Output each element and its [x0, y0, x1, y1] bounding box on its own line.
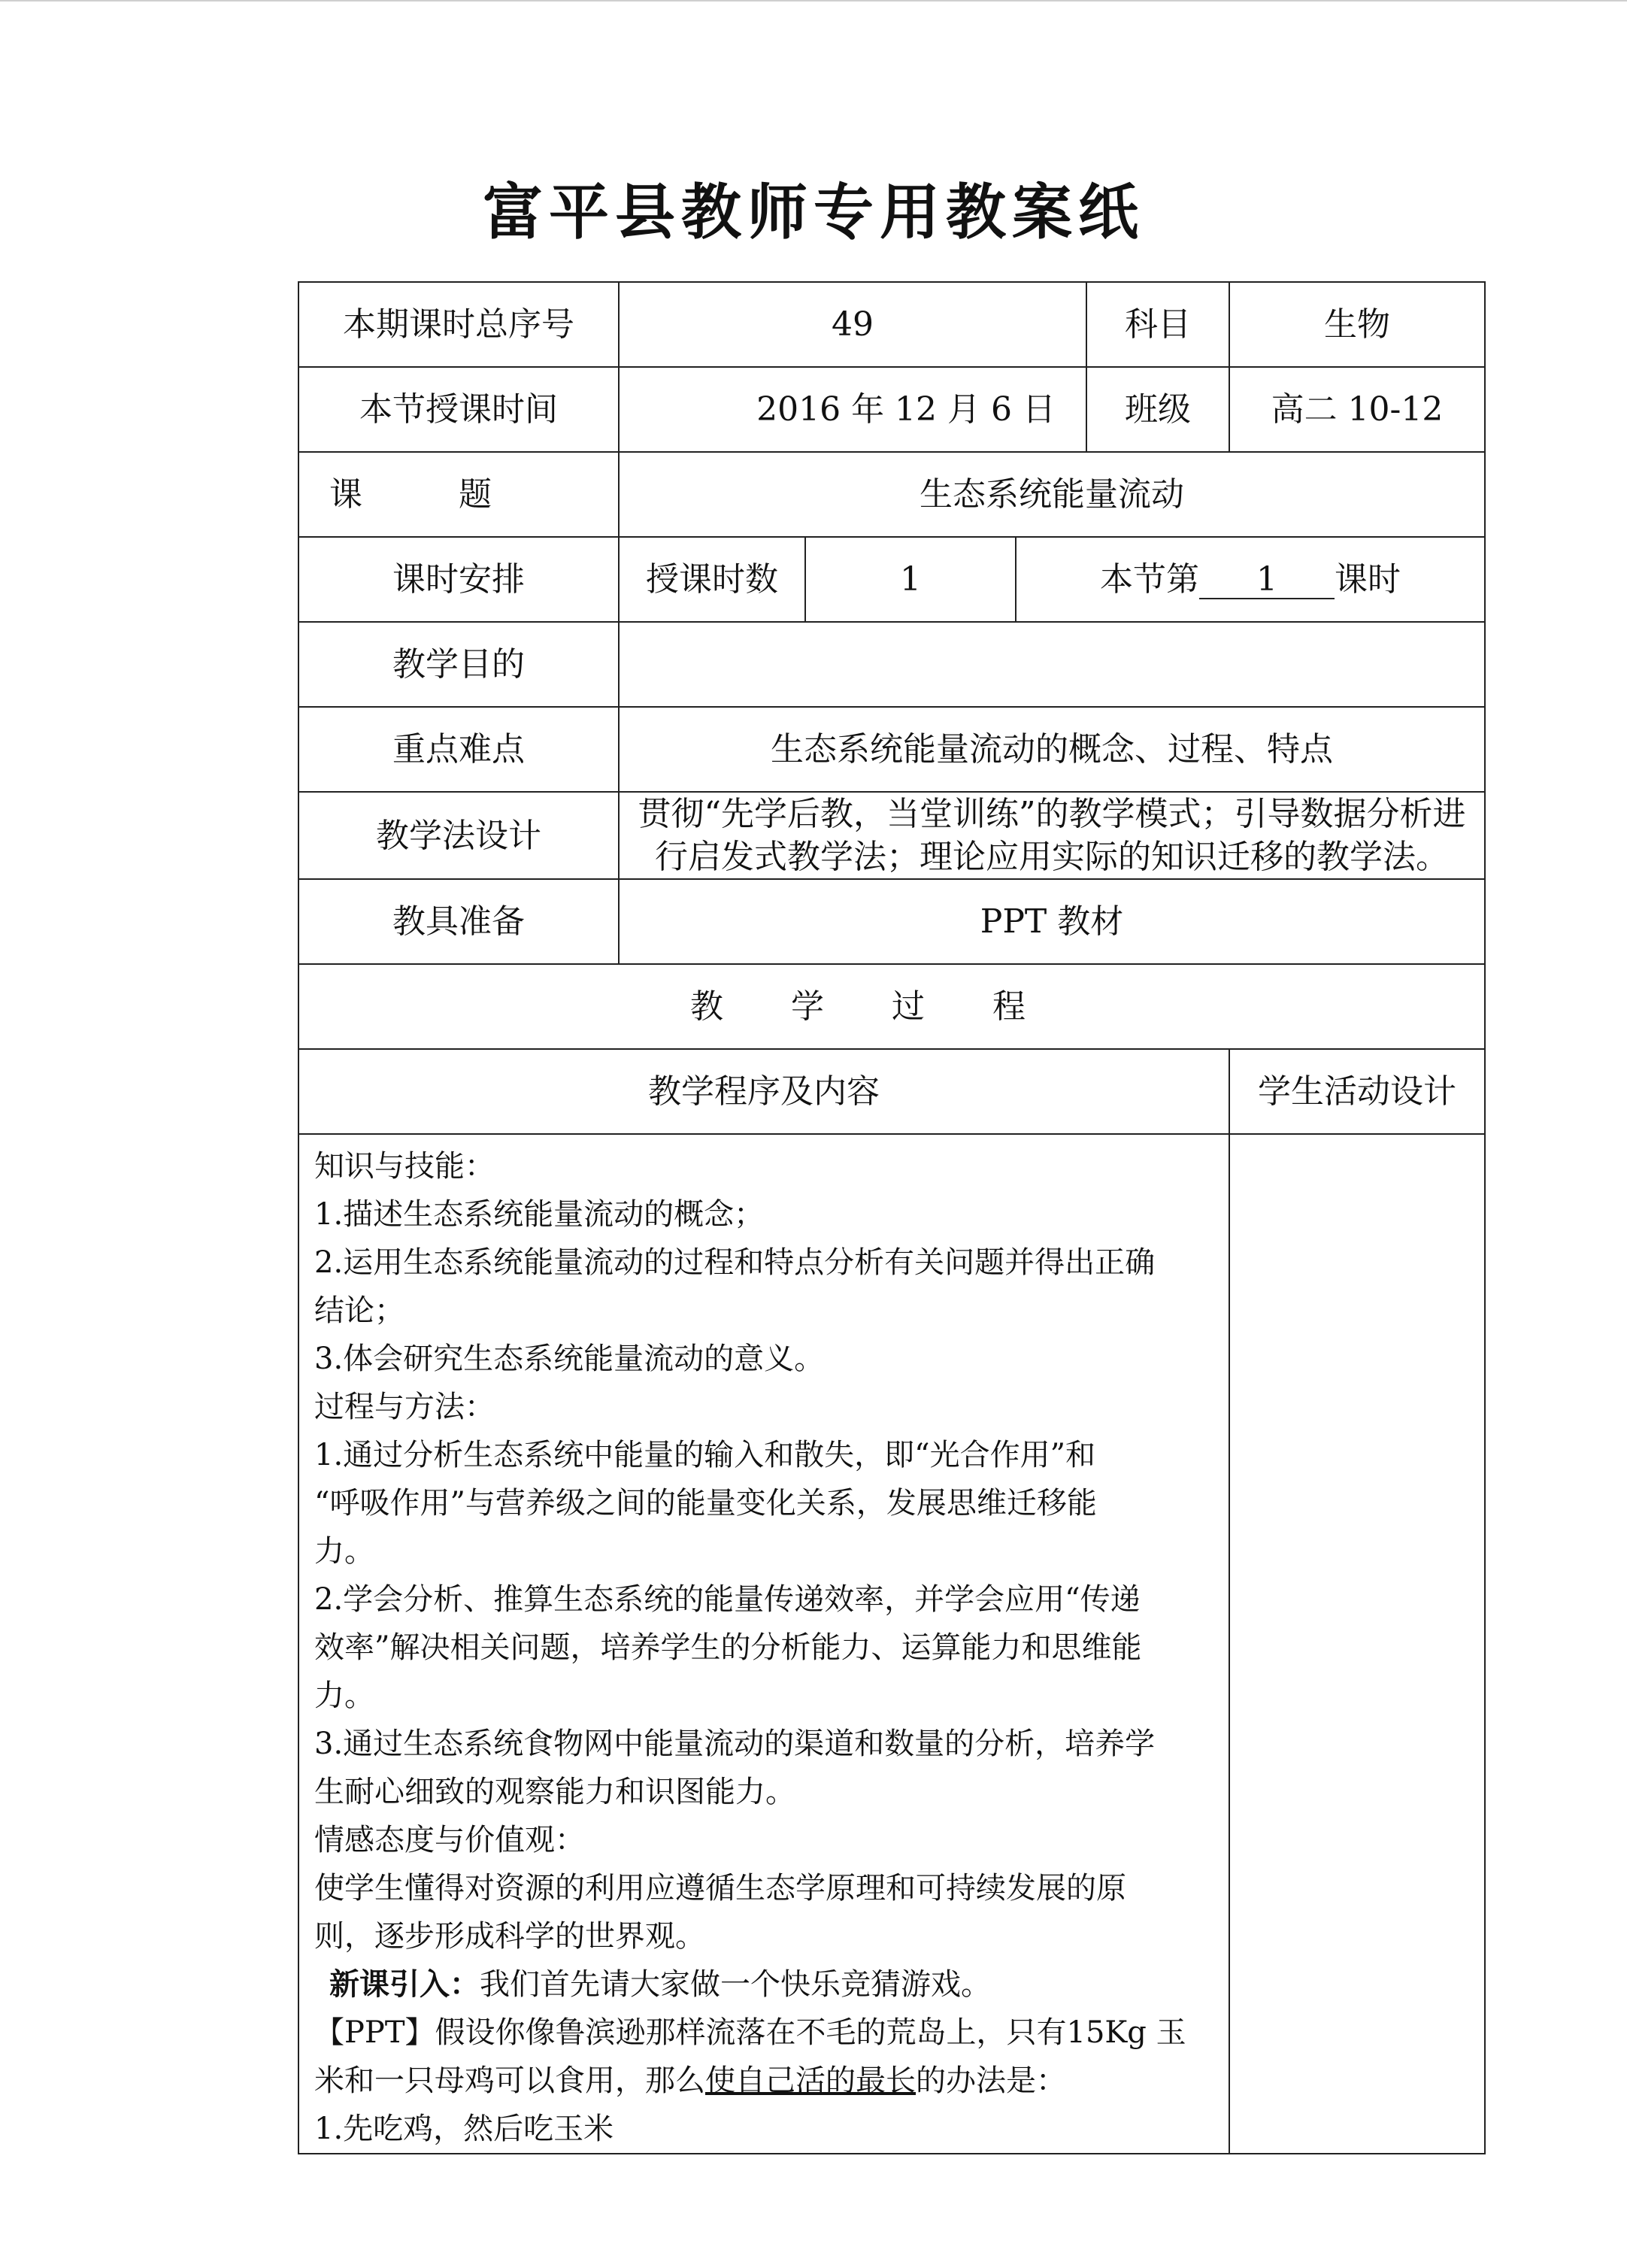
content-line: 情感态度与价值观： — [314, 1823, 585, 1858]
content-line: 【PPT】假设你像鲁滨逊那样流落在不毛的荒岛上，只有15Kg 玉 — [314, 2015, 1186, 2051]
section-suffix: 课时 — [1335, 559, 1401, 599]
question-text-b: 的办法是： — [916, 2063, 1066, 2099]
row-tools — [298, 879, 1485, 964]
topic-value: 生态系统能量流动 — [619, 452, 1485, 537]
content-line: 知识与技能： — [314, 1149, 495, 1184]
content-line: 过程与方法： — [314, 1390, 495, 1425]
activity-content — [1229, 1134, 1485, 2154]
content-line: 则，逐步形成科学的世界观。 — [314, 1919, 705, 1954]
row-columns — [298, 1049, 1485, 1134]
row-key — [298, 707, 1485, 792]
topic-label — [298, 452, 619, 537]
row-goal — [298, 622, 1485, 707]
content-line: “呼吸作用”与营养级之间的能量变化关系，发展思维迁移能 — [314, 1486, 1097, 1521]
col-activity: 学生活动设计 — [1229, 1049, 1485, 1134]
lesson-plan-table — [298, 281, 1486, 2154]
content-line: 3.通过生态系统食物网中能量流动的渠道和数量的分析，培养学 — [314, 1727, 1156, 1762]
content-line: 使学生懂得对资源的利用应遵循生态学原理和可持续发展的原 — [314, 1871, 1126, 1906]
hours-value: 1 — [805, 537, 1016, 622]
row-process-heading — [298, 964, 1485, 1049]
process-heading — [298, 964, 1485, 1049]
row-topic — [298, 452, 1485, 537]
col-program: 教学程序及内容 — [298, 1049, 1229, 1134]
tools-value: PPT 教材 — [619, 879, 1485, 964]
method-label: 教学法设计 — [298, 792, 619, 879]
section-value: 1 — [1199, 562, 1335, 599]
goal-value — [619, 622, 1485, 707]
method-value: 贯彻“先学后教，当堂训练”的教学模式；引导数据分析进行启发式教学法；理论应用实际的知识迁移的教学法。 — [619, 792, 1485, 879]
section-prefix: 本节第 — [1100, 559, 1199, 599]
content-line: 1.通过分析生态系统中能量的输入和散失，即“光合作用”和 — [314, 1438, 1096, 1473]
class-value: 高二 10-12 — [1229, 367, 1485, 452]
section-cell — [1016, 537, 1485, 622]
content-line: 力。 — [314, 1678, 374, 1714]
question-underlined: 使自己活的最长 — [705, 2063, 916, 2099]
key-value: 生态系统能量流动的概念、过程、特点 — [619, 707, 1485, 792]
intro-label: 新课引入： — [329, 1966, 480, 2003]
process-heading-text: 教学过程 — [690, 987, 1093, 1026]
time-value: 2016 年 12 月 6 日 — [619, 367, 1086, 452]
hours-label: 授课时数 — [619, 537, 805, 622]
content-line: 力。 — [314, 1534, 374, 1569]
class-label: 班级 — [1086, 367, 1229, 452]
subject-label: 科目 — [1086, 282, 1229, 367]
content-line: 1.先吃鸡，然后吃玉米 — [314, 2112, 614, 2147]
subject-value: 生物 — [1229, 282, 1485, 367]
key-label: 重点难点 — [298, 707, 619, 792]
time-label: 本节授课时间 — [298, 367, 619, 452]
row-schedule — [298, 537, 1485, 622]
content-line: 2.学会分析、推算生态系统的能量传递效率，并学会应用“传递 — [314, 1582, 1141, 1618]
question-text-a: 米和一只母鸡可以食用，那么 — [314, 2063, 705, 2099]
content-line: 3.体会研究生态系统能量流动的意义。 — [314, 1342, 825, 1377]
tools-label: 教具准备 — [298, 879, 619, 964]
topic-label-text: 课题 — [329, 475, 588, 514]
content-line: 1.描述生态系统能量流动的概念； — [314, 1197, 765, 1233]
goal-label: 教学目的 — [298, 622, 619, 707]
row-time — [298, 367, 1485, 452]
row-serial — [298, 282, 1485, 367]
row-content — [298, 1134, 1485, 2154]
content-line: 2.运用生态系统能量流动的过程和特点分析有关问题并得出正确 — [314, 1245, 1156, 1281]
schedule-label: 课时安排 — [298, 537, 619, 622]
content-line — [314, 1960, 1212, 2009]
content-line — [314, 2057, 1212, 2105]
program-content — [298, 1134, 1229, 2154]
page-top-border — [0, 0, 1627, 2]
content-line: 效率”解决相关问题，培养学生的分析能力、运算能力和思维能 — [314, 1630, 1142, 1666]
content-line: 生耐心细致的观察能力和识图能力。 — [314, 1775, 795, 1810]
row-method — [298, 792, 1485, 879]
content-line: 结论； — [314, 1293, 404, 1329]
serial-label: 本期课时总序号 — [298, 282, 619, 367]
page-title: 富平县教师专用教案纸 — [483, 177, 1144, 247]
intro-text: 我们首先请大家做一个快乐竞猜游戏。 — [480, 1967, 991, 2003]
serial-value: 49 — [619, 282, 1086, 367]
